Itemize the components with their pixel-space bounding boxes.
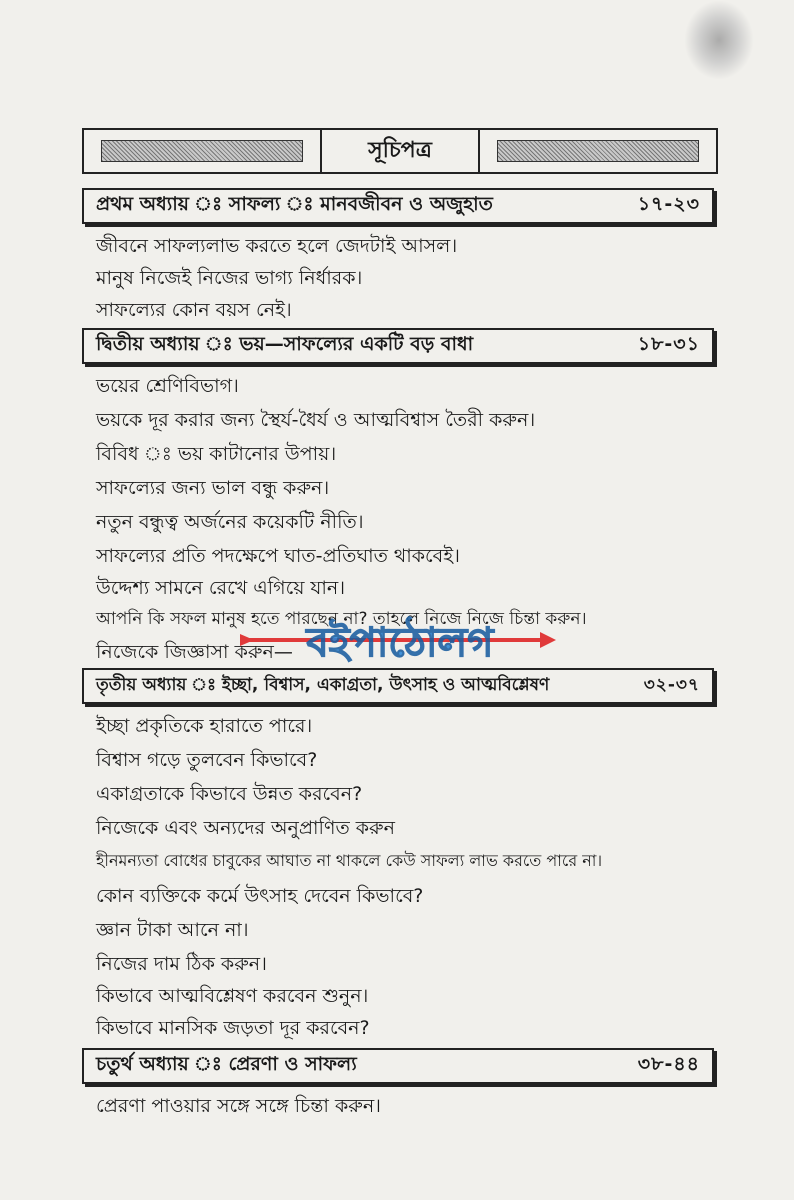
chapter-2-heading[interactable]: [82, 328, 714, 364]
title-hatch-right: [478, 130, 716, 172]
toc-item: একাগ্রতাকে কিভাবে উন্নত করবেন?: [96, 783, 363, 805]
chapter-pages: ৩২-৩৭: [643, 675, 700, 695]
toc-item: কিভাবে আত্মবিশ্লেষণ করবেন শুনুন।: [96, 985, 369, 1007]
toc-item: কোন ব্যক্তিকে কর্মে উৎসাহ দেবেন কিভাবে?: [96, 885, 424, 907]
toc-item: নিজের দাম ঠিক করুন।: [96, 953, 267, 975]
chapter-pages: ৩৮-৪৪: [637, 1053, 700, 1075]
toc-item: জীবনে সাফল্যলাভ করতে হলে জেদটাই আসল।: [96, 235, 458, 257]
watermark-text: বইপাঠোলগ: [306, 620, 494, 666]
toc-item: সাফল্যের কোন বয়স নেই।: [96, 299, 292, 321]
arrowhead-icon: [540, 632, 556, 648]
chapter-4-heading[interactable]: [82, 1048, 714, 1084]
toc-item: নিজেকে জিজ্ঞাসা করুন—: [96, 641, 293, 663]
toc-item: নতুন বন্ধুত্ব অর্জনের কয়েকটি নীতি।: [96, 511, 364, 533]
chapter-title: প্রথম অধ্যায় ঃ সাফল্য ঃ মানবজীবন ও অজুহাত: [96, 193, 493, 215]
page-title: সূচিপত্র: [368, 137, 432, 163]
toc-item: প্রেরণা পাওয়ার সঙ্গে সঙ্গে চিন্তা করুন।: [96, 1095, 381, 1117]
arrow-tail-icon: [240, 634, 254, 646]
toc-item: হীনমন্যতা বোধের চাবুকের আঘাত না থাকলে কেউ সাফল্য লাভ করতে পারে না।: [96, 851, 603, 870]
toc-item: আপনি কি সফল মানুষ হতে পারছেন না? তাহলে নিজে নিজে চিন্তা করুন।: [96, 609, 587, 629]
chapter-pages: ১৮-৩১: [637, 333, 700, 355]
toc-title-box: [82, 128, 718, 174]
watermark-logo: [240, 606, 560, 676]
toc-item: উদ্দেশ্য সামনে রেখে এগিয়ে যান।: [96, 577, 346, 599]
chapter-title: তৃতীয় অধ্যায় ঃ ইচ্ছা, বিশ্বাস, একাগ্রতা, উৎসাহ ও আত্মবিশ্লেষণ: [96, 675, 550, 695]
title-hatch-left: [84, 130, 322, 172]
toc-item: বিশ্বাস গড়ে তুলবেন কিভাবে?: [96, 749, 318, 771]
toc-item: বিবিধ ঃ ভয় কাটানোর উপায়।: [96, 443, 337, 465]
toc-item: ভয়ের শ্রেণিবিভাগ।: [96, 375, 239, 397]
chapter-title: চতুর্থ অধ্যায় ঃ প্রেরণা ও সাফল্য: [96, 1053, 357, 1075]
chapter-title: দ্বিতীয় অধ্যায় ঃ ভয়—সাফল্যের একটি বড় বাধা: [96, 333, 474, 355]
toc-item: ইচ্ছা প্রকৃতিকে হারাতে পারে।: [96, 715, 313, 737]
toc-item: জ্ঞান টাকা আনে না।: [96, 919, 249, 941]
toc-item: সাফল্যের জন্য ভাল বন্ধু করুন।: [96, 477, 330, 499]
toc-item: মানুষ নিজেই নিজের ভাগ্য নির্ধারক।: [96, 267, 363, 289]
paper-stain: [684, 0, 754, 80]
toc-item: কিভাবে মানসিক জড়তা দূর করবেন?: [96, 1017, 370, 1039]
toc-item: ভয়কে দূর করার জন্য স্থৈর্য-ধৈর্য ও আত্মবিশ্বাস তৈরী করুন।: [96, 409, 536, 431]
chapter-1-heading[interactable]: [82, 188, 714, 224]
toc-item: নিজেকে এবং অন্যদের অনুপ্রাণিত করুন: [96, 817, 395, 839]
toc-item: সাফল্যের প্রতি পদক্ষেপে ঘাত-প্রতিঘাত থাকবেই।: [96, 545, 460, 567]
chapter-pages: ১৭-২৩: [637, 193, 700, 215]
